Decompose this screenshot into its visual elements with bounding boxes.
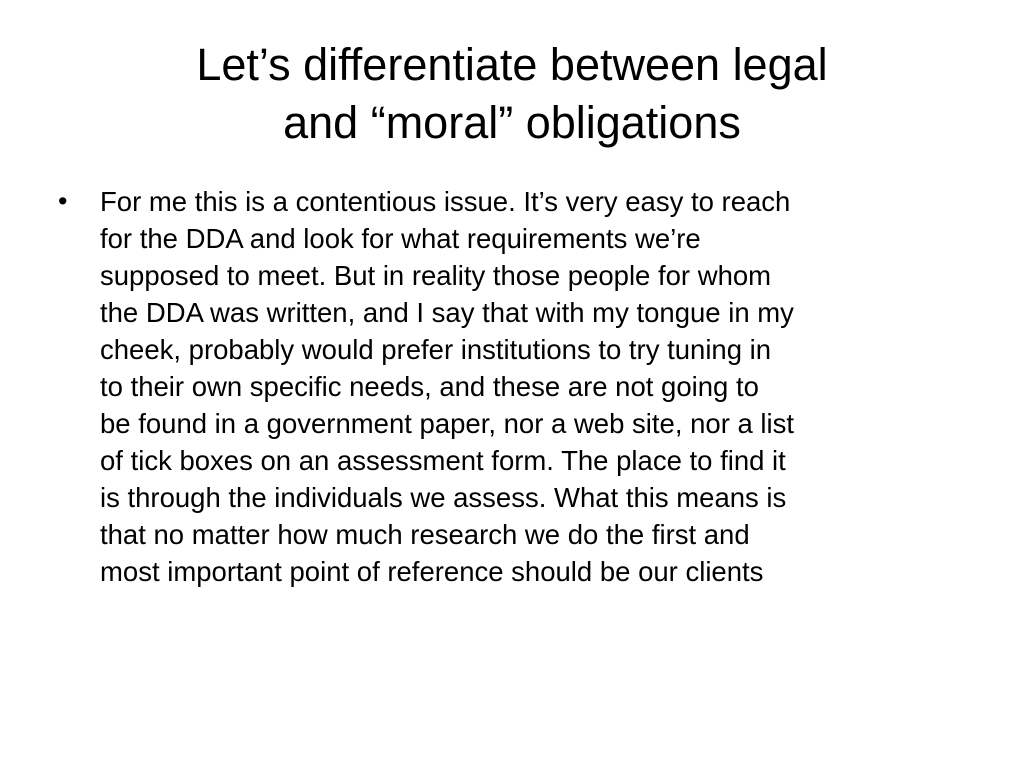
bullet-text-line: of tick boxes on an assessment form. The place to find it [100, 445, 786, 476]
slide-title [60, 36, 964, 152]
bullet-item [58, 183, 978, 590]
bullet-text-line: For me this is a contentious issue. It’s very easy to reach [100, 186, 791, 217]
bullet-dot-icon: • [58, 186, 68, 216]
bullet-text-line: cheek, probably would prefer institutions to try tuning in [100, 334, 772, 365]
bullet-text-line: most important point of reference should be our clients [100, 556, 764, 587]
bullet-text-line: for the DDA and look for what requirements we’re [100, 223, 701, 254]
slide-title-line: Let’s differentiate between legal [196, 39, 828, 90]
slide-title-line: and “moral” obligations [283, 97, 741, 148]
bullet-text-line: is through the individuals we assess. What this means is [100, 482, 787, 513]
bullet-text-line: the DDA was written, and I say that with my tongue in my [100, 297, 794, 328]
bullet-text-line: that no matter how much research we do the first and [100, 519, 750, 550]
bullet-text-line: be found in a government paper, nor a web site, nor a list [100, 408, 795, 439]
bullet-text [100, 183, 978, 590]
bullet-list [58, 183, 978, 590]
bullet-text-line: to their own specific needs, and these are not going to [100, 371, 759, 402]
bullet-text-line: supposed to meet. But in reality those people for whom [100, 260, 772, 291]
